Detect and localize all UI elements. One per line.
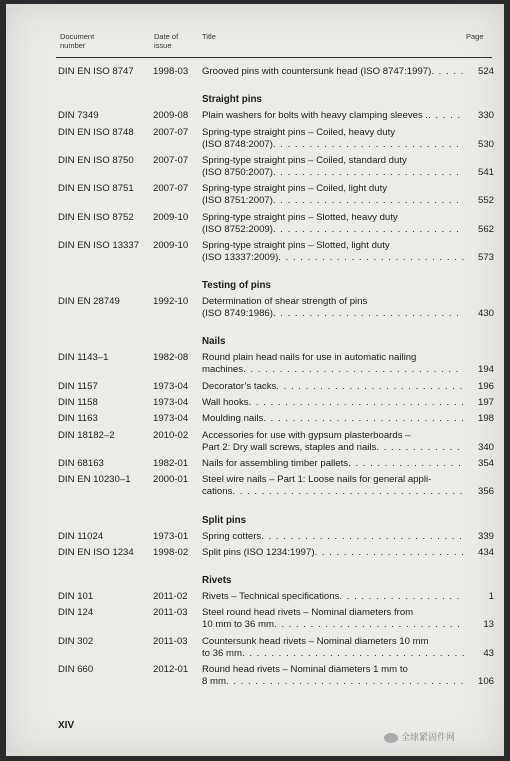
header-document-number [60, 32, 140, 50]
entry-document-number: DIN 1163 [58, 413, 98, 425]
dot-leader [263, 413, 464, 425]
entry-document-number: DIN 124 [58, 607, 94, 619]
entry-page-number: 573 [477, 251, 494, 263]
watermark-text: 全球紧固件网 [401, 732, 456, 742]
entry-title-text: Spring-type straight pins – Slotted, light duty [202, 239, 390, 251]
dot-leader [226, 676, 464, 688]
entry-title-line [202, 183, 464, 195]
header-date-of-issue [154, 32, 194, 50]
entry-page-number: 541 [477, 166, 494, 178]
entry-page-number: 430 [477, 308, 494, 320]
dot-leader [273, 308, 464, 320]
entry-title-text: Spring-type straight pins – Coiled, light duty [202, 183, 388, 195]
dot-leader [278, 252, 464, 264]
entry-date: 2009-08 [153, 110, 189, 122]
section-heading: Testing of pins [202, 280, 271, 292]
entry-page-number: 106 [477, 676, 494, 687]
watermark [384, 730, 455, 743]
entry-title-line [202, 664, 464, 676]
dot-leader [261, 531, 464, 543]
entry-title [202, 547, 464, 559]
entry-title-line [202, 413, 464, 425]
entry-page-number: 196 [477, 380, 494, 392]
dot-leader [315, 547, 464, 559]
dot-leader [274, 619, 464, 631]
entry-title-text: Split pins (ISO 1234:1997) [202, 546, 315, 558]
entry-title [202, 127, 464, 151]
entry-title-line [202, 474, 464, 486]
entry-title-text: machines [202, 364, 244, 376]
entry-document-number: DIN EN ISO 8747 [58, 66, 134, 77]
header-doc-line: number [60, 41, 86, 50]
entry-title-line [202, 430, 464, 442]
entry-document-number: DIN EN ISO 8748 [58, 126, 134, 138]
entry-title-line [202, 110, 464, 122]
dot-leader [273, 167, 464, 179]
entry-document-number: DIN 1157 [58, 380, 98, 392]
entry-title-line [202, 252, 464, 264]
entry-title [202, 381, 464, 393]
entry-date: 2011-03 [153, 635, 188, 647]
entry-date: 2000-01 [153, 474, 189, 486]
entry-date: 1982-01 [153, 457, 189, 469]
entry-page-number: 330 [477, 110, 494, 122]
entry-document-number: DIN 101 [58, 591, 94, 603]
entry-title-line [202, 648, 464, 660]
entry-title-line [202, 547, 464, 559]
entry-document-number: DIN EN ISO 1234 [58, 546, 134, 558]
entry-title-line [202, 195, 464, 207]
entry-title-line [202, 486, 464, 498]
entry-document-number: DIN 302 [58, 635, 94, 647]
entry-document-number: DIN 7349 [58, 110, 99, 122]
entry-date: 2010-02 [153, 429, 189, 441]
entry-title-text: 10 mm to 36 mm [202, 619, 274, 631]
entry-title-text: (ISO 8748:2007) [202, 138, 273, 150]
entry-title-line [202, 591, 464, 603]
wechat-icon [384, 733, 398, 743]
dot-leader [273, 139, 464, 151]
header-date-line: issue [154, 41, 172, 50]
entry-title-line [202, 397, 464, 409]
section-heading: Straight pins [202, 94, 262, 106]
entry-page-number: 524 [477, 66, 494, 77]
header-page: Page [466, 32, 484, 41]
entry-page-number: 356 [477, 486, 494, 498]
entry-title-text: Countersunk head rivets – Nominal diameters 10 mm [202, 635, 429, 647]
entry-document-number: DIN EN 28749 [58, 296, 120, 308]
entry-title [202, 413, 464, 425]
entry-title-line [202, 458, 464, 470]
entry-date: 1992-10 [153, 296, 189, 308]
entry-page-number: 194 [477, 364, 494, 376]
entry-title [202, 296, 464, 320]
entry-document-number: DIN 18182–2 [58, 429, 115, 441]
entry-date: 2012-01 [153, 664, 189, 675]
entry-date: 2007-07 [153, 126, 189, 138]
entry-title-line [202, 296, 464, 308]
entry-document-number: DIN 11024 [58, 530, 104, 542]
header-rule [56, 57, 492, 58]
entry-document-number: DIN 68163 [58, 457, 104, 469]
entry-date: 1973-01 [153, 530, 189, 542]
entry-title [202, 430, 464, 454]
entry-title-text: Determination of shear strength of pins [202, 296, 368, 308]
entry-date: 1998-02 [153, 546, 189, 558]
entry-date: 2009-10 [153, 239, 189, 251]
entry-title [202, 240, 464, 264]
entry-page-number: 13 [483, 619, 494, 631]
page-footer-number: XIV [58, 720, 75, 731]
entry-date: 2007-07 [153, 183, 189, 195]
entry-title-line [202, 308, 464, 320]
entry-page-number: 434 [477, 546, 494, 558]
entry-title-text: Spring-type straight pins – Coiled, standard duty [202, 154, 407, 166]
entry-title-line [202, 381, 464, 393]
entry-title-line [202, 636, 464, 648]
header-title: Title [202, 32, 216, 41]
entry-title-text: Part 2: Dry wall screws, staples and nails [202, 441, 377, 453]
entry-title [202, 110, 464, 122]
entry-title-text: Rivets – Technical specifications [202, 591, 340, 603]
entry-title-line [202, 619, 464, 631]
entry-title-text: (ISO 13337:2009) [202, 251, 279, 263]
document-page [6, 4, 504, 756]
entry-title-text: 8 mm [202, 676, 226, 687]
entry-document-number: DIN 660 [58, 664, 94, 675]
entry-title [202, 636, 464, 660]
entry-document-number: DIN EN ISO 13337 [58, 239, 140, 251]
entry-title-text: (ISO 8752:2009) [202, 223, 273, 235]
dot-leader [249, 397, 464, 409]
dot-leader [273, 224, 464, 236]
entry-title-text: Nails for assembling timber pallets [202, 457, 349, 469]
entry-page-number: 339 [477, 530, 494, 542]
entry-date: 1982-08 [153, 352, 189, 364]
entry-document-number: DIN EN 10230–1 [58, 474, 131, 486]
entry-title-text: (ISO 8749:1986) [202, 308, 273, 320]
entry-title-text: Spring-type straight pins – Slotted, heavy duty [202, 211, 398, 223]
entry-title [202, 664, 464, 688]
header-date-line: Date of [154, 32, 179, 41]
entry-title-text: Steel wire nails – Part 1: Loose nails for general appli- [202, 474, 432, 486]
entry-title-text: Grooved pins with countersunk head (ISO 8747:1997) [202, 66, 432, 77]
entry-title-line [202, 212, 464, 224]
entry-page-number: 552 [477, 195, 494, 207]
entry-title-line [202, 676, 464, 688]
dot-leader [348, 458, 464, 470]
entry-date: 1973-04 [153, 380, 189, 392]
entry-document-number: DIN EN ISO 8750 [58, 154, 134, 166]
entry-title-line [202, 240, 464, 252]
entry-document-number: DIN 1143–1 [58, 352, 109, 364]
entry-title [202, 212, 464, 236]
entry-title-line [202, 352, 464, 364]
entry-title [202, 397, 464, 409]
entry-title [202, 531, 464, 543]
entry-title-line [202, 442, 464, 454]
entry-page-number: 43 [483, 647, 494, 659]
entry-page-number: 354 [477, 457, 494, 469]
entry-document-number: DIN EN ISO 8751 [58, 183, 134, 195]
entry-title-text: Round head rivets – Nominal diameters 1 mm to [202, 664, 408, 675]
entry-title [202, 66, 464, 78]
entry-title-line [202, 155, 464, 167]
entry-page-number: 340 [477, 441, 494, 453]
dot-leader [428, 110, 464, 122]
entry-title-line [202, 607, 464, 619]
entry-title-line [202, 127, 464, 139]
entry-title-text: Wall hooks [202, 397, 249, 408]
entry-date: 2011-02 [153, 591, 188, 603]
dot-leader [376, 442, 464, 454]
entry-title-text: Spring cotters [202, 530, 262, 542]
entry-title-line [202, 66, 464, 78]
entry-title [202, 352, 464, 376]
entry-title-text: Moulding nails [202, 413, 264, 425]
entry-title [202, 183, 464, 207]
entry-title-text: Plain washers for bolts with heavy clamping sleeves . [202, 110, 429, 122]
entry-title-line [202, 531, 464, 543]
entry-title-text: Spring-type straight pins – Coiled, heavy duty [202, 126, 396, 138]
dot-leader [243, 364, 464, 376]
entry-title-text: Round plain head nails for use in automatic nailing [202, 352, 417, 364]
entry-date: 2007-07 [153, 154, 189, 166]
section-heading: Split pins [202, 514, 247, 526]
entry-page-number: 197 [477, 397, 494, 408]
section-heading: Rivets [202, 575, 232, 587]
entry-title [202, 474, 464, 498]
entry-title-text: Steel round head rivets – Nominal diameters from [202, 607, 414, 619]
dot-leader [431, 66, 464, 78]
entry-title-text: to 36 mm [202, 647, 242, 659]
entry-title-line [202, 167, 464, 179]
dot-leader [276, 381, 464, 393]
entry-title-line [202, 224, 464, 236]
entry-date: 2011-03 [153, 607, 188, 619]
dot-leader [273, 195, 464, 207]
entry-document-number: DIN EN ISO 8752 [58, 211, 134, 223]
entry-title-line [202, 139, 464, 151]
entry-page-number: 530 [477, 138, 494, 150]
entry-date: 1973-04 [153, 413, 189, 425]
header-doc-line: Document [60, 32, 95, 41]
entry-page-number: 198 [477, 413, 494, 425]
dot-leader [232, 486, 464, 498]
entry-title-text: (ISO 8750:2007) [202, 166, 273, 178]
entry-title-text: Decorator’s tacks [202, 380, 277, 392]
entry-title [202, 155, 464, 179]
entry-date: 1973-04 [153, 397, 189, 408]
entry-title-line [202, 364, 464, 376]
entry-date: 2009-10 [153, 211, 189, 223]
section-heading: Nails [202, 336, 226, 348]
entry-title [202, 607, 464, 631]
entry-page-number: 1 [488, 591, 494, 603]
entry-title-text: cations [202, 486, 233, 498]
dot-leader [242, 648, 464, 660]
entry-document-number: DIN 1158 [58, 397, 98, 408]
entry-title [202, 458, 464, 470]
dot-leader [339, 591, 464, 603]
entry-date: 1998-03 [153, 66, 189, 77]
entry-title-text: Accessories for use with gypsum plasterboards – [202, 429, 411, 441]
entry-page-number: 562 [477, 223, 494, 235]
entry-title-text: (ISO 8751:2007) [202, 195, 273, 207]
entry-title [202, 591, 464, 603]
